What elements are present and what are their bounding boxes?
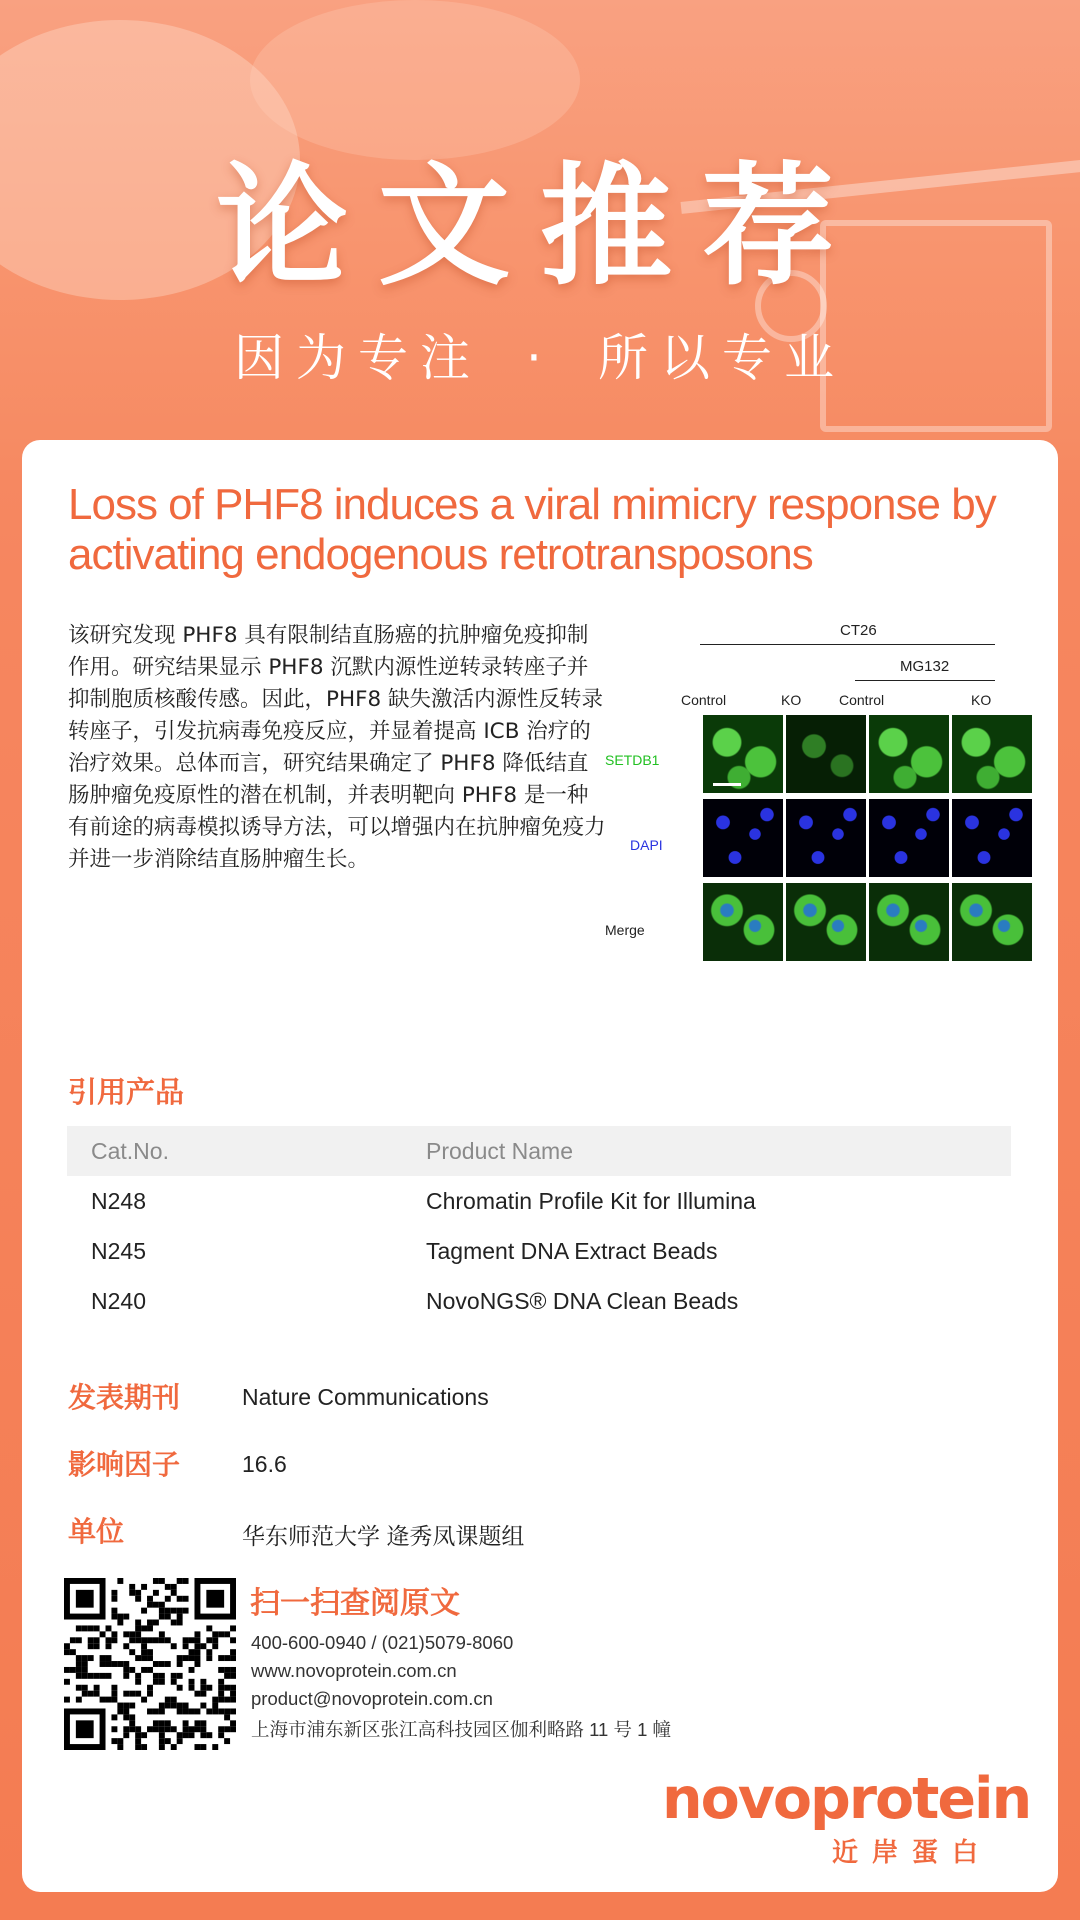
table-row — [67, 1176, 1011, 1226]
product-name: Tagment DNA Extract Beads — [426, 1238, 718, 1264]
paper-abstract: 该研究发现 PHF8 具有限制结直肠癌的抗肿瘤免疫抑制作用。研究结果显示 PHF8 沉默内源性逆转录转座子并抑制胞质核酸传感。因此，PHF8 缺失激活内源性反转录转座子，引发抗病毒免疫反应，并显着提高 ICB 治疗的治疗效果。总体而言，研究结果确定了 PHF8 降低结直肠肿瘤免疫原性的潜在机制，并表明靶向 PHF8 是一种有前途的病毒模拟诱导方法，可以增强内在抗肿瘤免疫力并进一步消除结直肠肿瘤生长。 — [68, 623, 606, 872]
brand-logo — [662, 1766, 1032, 1866]
qr-code[interactable] — [64, 1578, 236, 1750]
products-heading: 引用产品 — [68, 1075, 185, 1109]
logo-chinese: 近岸蛋白 — [832, 1838, 993, 1868]
scan-prompt: 扫一扫查阅原文 — [250, 1586, 460, 1621]
impact-factor-value: 16.6 — [242, 1451, 287, 1477]
subtitle-left: 因为专注 — [234, 329, 483, 387]
table-row — [67, 1226, 1011, 1276]
figure-treatment-label: MG132 — [900, 658, 950, 675]
paper-figure — [605, 610, 1035, 970]
micrograph-setdb1-mg132-control — [869, 715, 949, 793]
micrograph-setdb1-ko — [786, 715, 866, 793]
figure-divider — [855, 680, 995, 681]
micrograph-dapi-mg132-ko — [952, 799, 1032, 877]
table-header — [67, 1126, 1011, 1176]
products-table — [67, 1126, 1011, 1326]
page-title: 论文推荐 — [216, 150, 864, 304]
contact-website[interactable]: www.novoprotein.com.cn — [251, 1660, 457, 1681]
scale-bar — [713, 783, 741, 786]
figure-divider — [700, 644, 995, 645]
figure-column-label: Control — [839, 692, 885, 708]
paper-title: Loss of PHF8 induces a viral mimicry response by activating endogenous retrotransposons — [68, 480, 996, 579]
impact-factor-label: 影响因子 — [68, 1448, 181, 1481]
contact-address: 上海市浦东新区张江高科技园区伽利略路 11 号 1 幢 — [251, 1719, 672, 1740]
column-header-cat: Cat.No. — [91, 1138, 169, 1164]
subtitle-dot: · — [526, 329, 554, 387]
content-card — [22, 440, 1058, 1892]
product-name: NovoNGS® DNA Clean Beads — [426, 1288, 739, 1314]
institution-value: 华东师范大学 逄秀凤课题组 — [242, 1523, 525, 1549]
logo-wordmark: novoprotein — [662, 1766, 1031, 1832]
institution-label: 单位 — [68, 1515, 125, 1548]
micrograph-setdb1-mg132-ko — [952, 715, 1032, 793]
figure-column-label: KO — [781, 692, 802, 708]
subtitle-right: 所以专业 — [597, 329, 846, 387]
journal-value: Nature Communications — [242, 1384, 489, 1410]
contact-phone: 400-600-0940 / (021)5079-8060 — [251, 1632, 514, 1653]
contact-email[interactable]: product@novoprotein.com.cn — [251, 1688, 493, 1709]
figure-column-label: Control — [681, 692, 727, 708]
micrograph-merge-mg132-ko — [952, 883, 1032, 961]
figure-row-label: DAPI — [630, 837, 663, 853]
column-header-name: Product Name — [426, 1138, 574, 1164]
figure-row-label: Merge — [605, 922, 645, 938]
cat-no: N245 — [91, 1238, 146, 1264]
figure-row-label: SETDB1 — [605, 752, 660, 768]
journal-label: 发表期刊 — [68, 1381, 181, 1414]
product-name: Chromatin Profile Kit for Illumina — [426, 1188, 756, 1214]
micrograph-dapi-ko — [786, 799, 866, 877]
micrograph-setdb1-control — [703, 715, 783, 793]
cat-no: N240 — [91, 1288, 146, 1314]
micrograph-merge-control — [703, 883, 783, 961]
micrograph-merge-mg132-control — [869, 883, 949, 961]
figure-group-label: CT26 — [840, 622, 877, 639]
micrograph-merge-ko — [786, 883, 866, 961]
page-subtitle — [0, 318, 1080, 390]
micrograph-dapi-mg132-control — [869, 799, 949, 877]
figure-column-label: KO — [971, 692, 992, 708]
micrograph-dapi-control — [703, 799, 783, 877]
cat-no: N248 — [91, 1188, 146, 1214]
table-row — [67, 1276, 1011, 1326]
